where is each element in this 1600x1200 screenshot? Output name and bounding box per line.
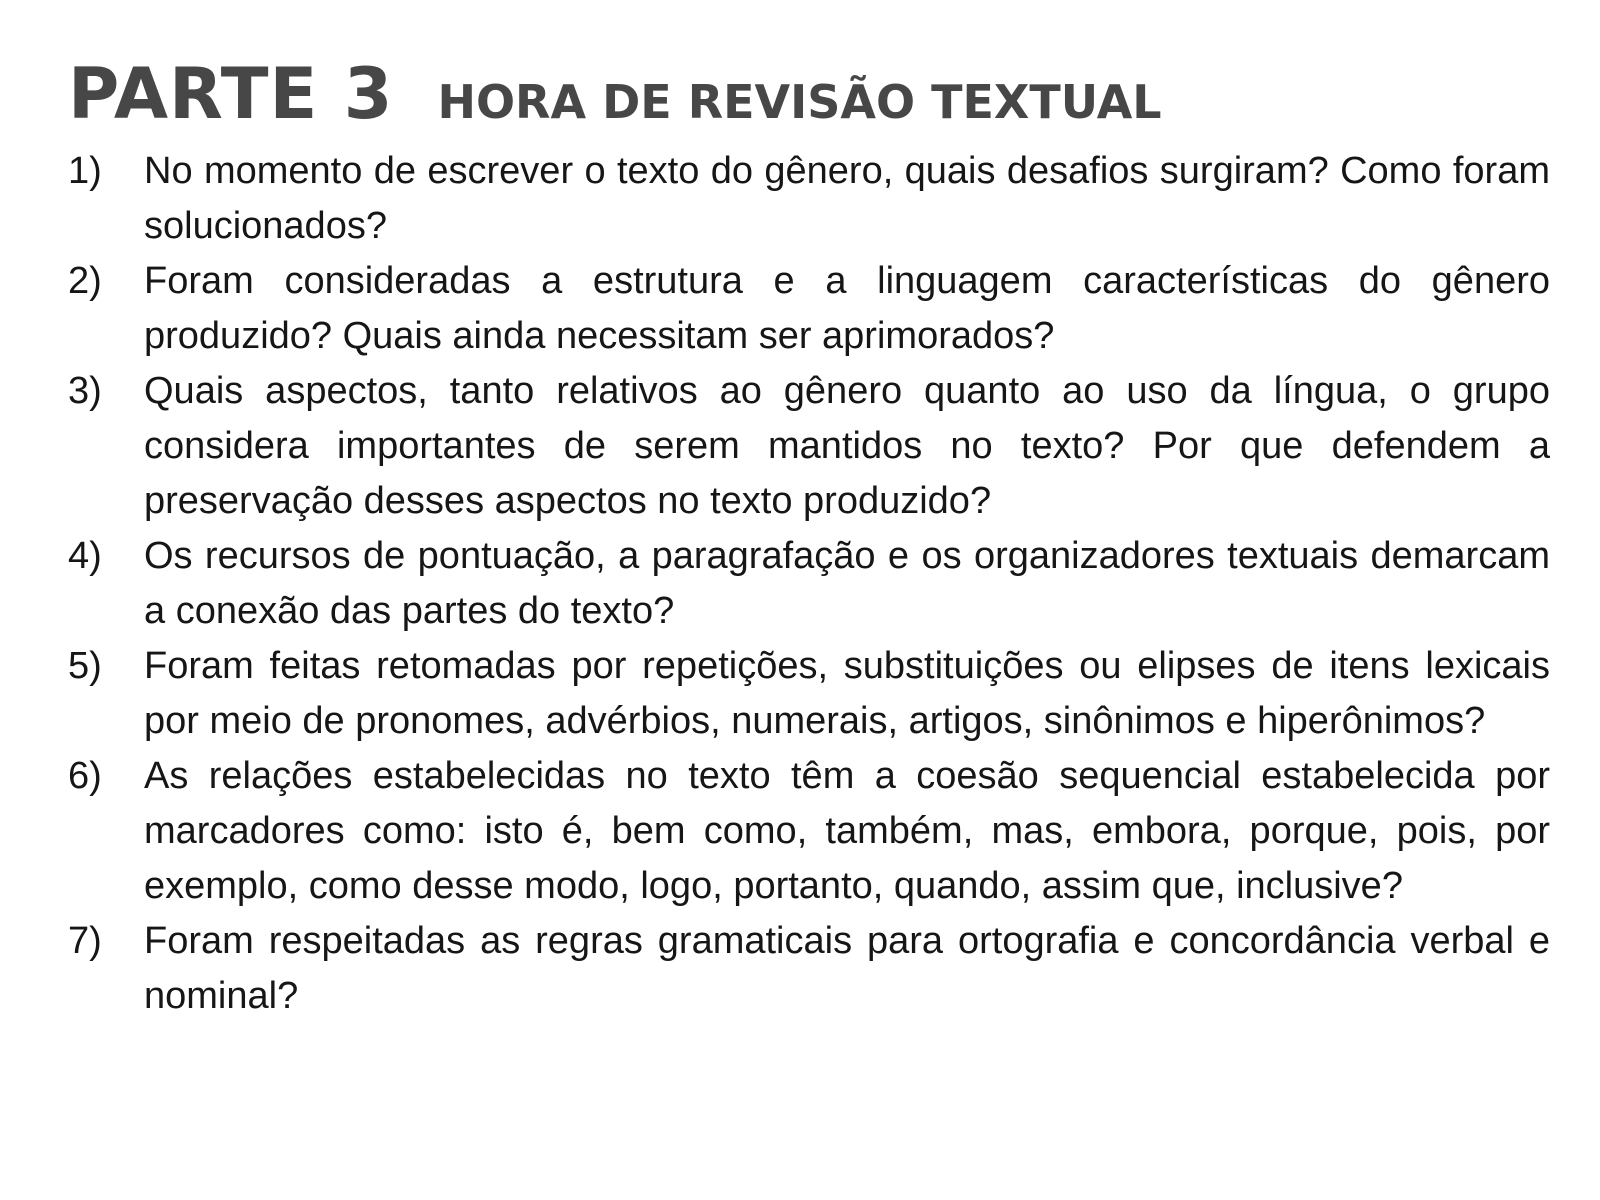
question-item — [68, 914, 1550, 1024]
page-header — [68, 52, 1550, 136]
question-item — [68, 639, 1550, 749]
question-text: As relações estabelecidas no texto têm a coesão sequencial estabelecida por marcadores como: isto é, bem como, também, mas, embora, porque, pois, por exemplo, como desse modo, logo, portanto, quando, assim que, inclusive? — [144, 755, 1550, 907]
question-number: 7) — [68, 920, 102, 962]
question-number: 1) — [68, 150, 102, 192]
question-item — [68, 144, 1550, 254]
question-number: 5) — [68, 645, 102, 687]
question-text: Quais aspectos, tanto relativos ao gênero quanto ao uso da língua, o grupo considera importantes de serem mantidos no texto? Por que defendem a preservação desses aspectos no texto produzido? — [144, 370, 1550, 522]
question-item — [68, 749, 1550, 914]
question-item — [68, 364, 1550, 529]
question-text: Os recursos de pontuação, a paragrafação e os organizadores textuais demarcam a conexão das partes do texto? — [144, 535, 1550, 632]
question-item — [68, 254, 1550, 364]
part-label: PARTE 3 — [68, 53, 394, 135]
question-item — [68, 529, 1550, 639]
question-text: Foram respeitadas as regras gramaticais para ortografia e concordância verbal e nominal? — [144, 920, 1550, 1017]
question-text: No momento de escrever o texto do gênero, quais desafios surgiram? Como foram solucionados? — [144, 150, 1550, 247]
question-number: 2) — [68, 260, 102, 302]
question-number: 3) — [68, 370, 102, 412]
question-list — [68, 144, 1550, 1024]
question-text: Foram consideradas a estrutura e a linguagem características do gênero produzido? Quais ainda necessitam ser aprimorados? — [144, 260, 1550, 357]
question-number: 4) — [68, 535, 102, 577]
question-number: 6) — [68, 755, 102, 797]
question-text: Foram feitas retomadas por repetições, substituições ou elipses de itens lexicais por meio de pronomes, advérbios, numerais, artigos, sinônimos e hiperônimos? — [144, 645, 1550, 742]
section-title: HORA DE REVISÃO TEXTUAL — [437, 75, 1162, 129]
